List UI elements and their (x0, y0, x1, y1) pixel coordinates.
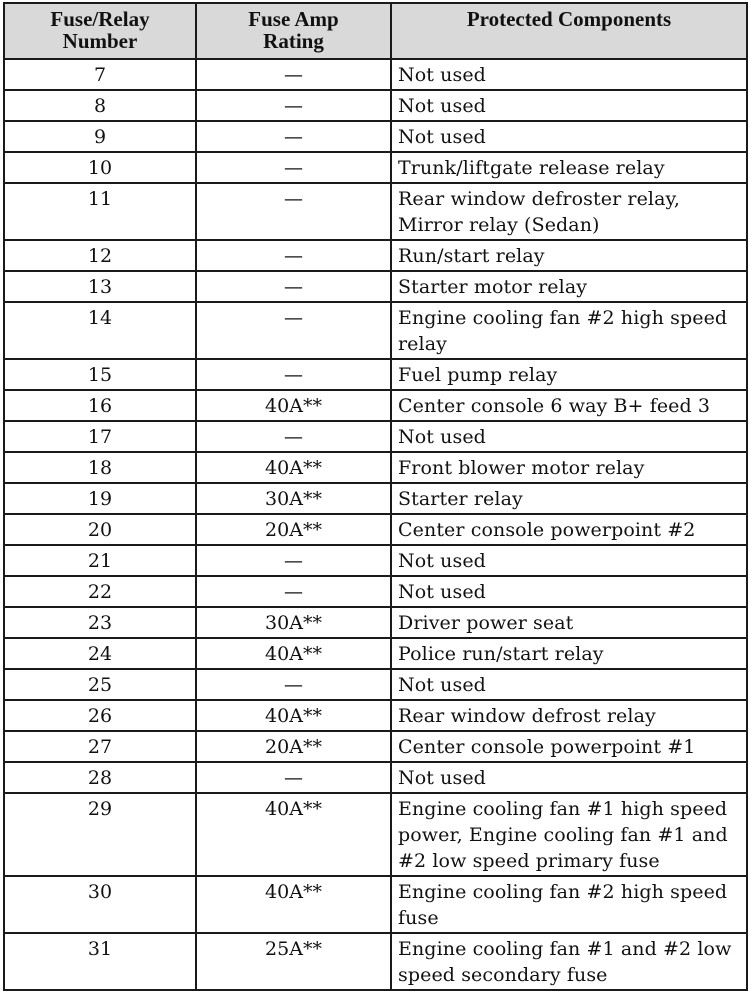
fuse-number-cell: 31 (4, 933, 196, 990)
fuse-number-cell: 27 (4, 731, 196, 762)
protected-components-cell: Not used (391, 762, 747, 793)
amp-rating-cell: — (196, 240, 391, 271)
protected-components-cell: Starter motor relay (391, 271, 747, 302)
header-protected-components: Protected Components (391, 3, 747, 59)
amp-rating-cell: — (196, 359, 391, 390)
table-row (4, 302, 747, 359)
fuse-relay-table (3, 2, 748, 991)
fuse-table-container (3, 2, 746, 991)
fuse-number-cell: 19 (4, 483, 196, 514)
amp-rating-cell: — (196, 545, 391, 576)
amp-rating-cell: — (196, 121, 391, 152)
table-row (4, 514, 747, 545)
fuse-number-cell: 8 (4, 90, 196, 121)
amp-rating-cell: 30A** (196, 607, 391, 638)
fuse-number-cell: 21 (4, 545, 196, 576)
protected-components-cell: Starter relay (391, 483, 747, 514)
protected-components-cell: Driver power seat (391, 607, 747, 638)
fuse-number-cell: 14 (4, 302, 196, 359)
protected-components-cell: Engine cooling fan #2 high speed relay (391, 302, 747, 359)
fuse-number-cell: 29 (4, 793, 196, 876)
protected-components-cell: Police run/start relay (391, 638, 747, 669)
amp-rating-cell: — (196, 90, 391, 121)
table-row (4, 390, 747, 421)
protected-components-cell: Trunk/liftgate release relay (391, 152, 747, 183)
fuse-number-cell: 17 (4, 421, 196, 452)
amp-rating-cell: 30A** (196, 483, 391, 514)
amp-rating-cell: 40A** (196, 390, 391, 421)
table-row (4, 607, 747, 638)
fuse-number-cell: 18 (4, 452, 196, 483)
protected-components-cell: Fuel pump relay (391, 359, 747, 390)
fuse-number-cell: 28 (4, 762, 196, 793)
fuse-number-cell: 26 (4, 700, 196, 731)
protected-components-cell: Not used (391, 90, 747, 121)
amp-rating-cell: — (196, 421, 391, 452)
table-row (4, 876, 747, 933)
table-row (4, 793, 747, 876)
table-row (4, 731, 747, 762)
fuse-number-cell: 9 (4, 121, 196, 152)
table-row (4, 59, 747, 90)
header-number-line2: Number (62, 29, 138, 53)
table-row (4, 421, 747, 452)
protected-components-cell: Not used (391, 421, 747, 452)
table-row (4, 933, 747, 990)
table-row (4, 576, 747, 607)
protected-components-cell: Not used (391, 545, 747, 576)
amp-rating-cell: 40A** (196, 793, 391, 876)
fuse-number-cell: 12 (4, 240, 196, 271)
fuse-number-cell: 30 (4, 876, 196, 933)
protected-components-cell: Engine cooling fan #2 high speed fuse (391, 876, 747, 933)
header-amp-line2: Rating (263, 29, 324, 53)
amp-rating-cell: 40A** (196, 876, 391, 933)
table-row (4, 700, 747, 731)
protected-components-cell: Front blower motor relay (391, 452, 747, 483)
fuse-number-cell: 25 (4, 669, 196, 700)
table-body (4, 59, 747, 990)
amp-rating-cell: — (196, 669, 391, 700)
table-row (4, 545, 747, 576)
fuse-number-cell: 23 (4, 607, 196, 638)
fuse-number-cell: 10 (4, 152, 196, 183)
amp-rating-cell: — (196, 183, 391, 240)
amp-rating-cell: 40A** (196, 638, 391, 669)
protected-components-cell: Rear window defrost relay (391, 700, 747, 731)
protected-components-cell: Rear window defroster relay, Mirror relay (Sedan) (391, 183, 747, 240)
header-amp-line1: Fuse Amp (248, 7, 339, 31)
protected-components-cell: Not used (391, 576, 747, 607)
table-row (4, 183, 747, 240)
header-amp-rating (196, 3, 391, 59)
protected-components-cell: Engine cooling fan #1 and #2 low speed secondary fuse (391, 933, 747, 990)
fuse-number-cell: 13 (4, 271, 196, 302)
amp-rating-cell: — (196, 302, 391, 359)
table-row (4, 452, 747, 483)
amp-rating-cell: 20A** (196, 731, 391, 762)
table-header (4, 3, 747, 59)
table-row (4, 762, 747, 793)
fuse-number-cell: 24 (4, 638, 196, 669)
fuse-number-cell: 7 (4, 59, 196, 90)
amp-rating-cell: — (196, 576, 391, 607)
table-row (4, 669, 747, 700)
table-row (4, 90, 747, 121)
amp-rating-cell: — (196, 59, 391, 90)
header-number (4, 3, 196, 59)
table-row (4, 271, 747, 302)
table-row (4, 240, 747, 271)
header-number-line1: Fuse/Relay (50, 7, 150, 31)
amp-rating-cell: — (196, 762, 391, 793)
protected-components-cell: Center console powerpoint #1 (391, 731, 747, 762)
amp-rating-cell: 25A** (196, 933, 391, 990)
protected-components-cell: Center console 6 way B+ feed 3 (391, 390, 747, 421)
amp-rating-cell: 40A** (196, 700, 391, 731)
header-row (4, 3, 747, 59)
table-row (4, 638, 747, 669)
fuse-number-cell: 11 (4, 183, 196, 240)
table-row (4, 483, 747, 514)
protected-components-cell: Run/start relay (391, 240, 747, 271)
protected-components-cell: Not used (391, 59, 747, 90)
amp-rating-cell: — (196, 152, 391, 183)
table-row (4, 121, 747, 152)
fuse-number-cell: 20 (4, 514, 196, 545)
fuse-number-cell: 22 (4, 576, 196, 607)
table-row (4, 359, 747, 390)
amp-rating-cell: 20A** (196, 514, 391, 545)
table-row (4, 152, 747, 183)
protected-components-cell: Not used (391, 121, 747, 152)
amp-rating-cell: 40A** (196, 452, 391, 483)
protected-components-cell: Engine cooling fan #1 high speed power, Engine cooling fan #1 and #2 low speed primary fuse (391, 793, 747, 876)
fuse-number-cell: 15 (4, 359, 196, 390)
protected-components-cell: Center console powerpoint #2 (391, 514, 747, 545)
amp-rating-cell: — (196, 271, 391, 302)
fuse-number-cell: 16 (4, 390, 196, 421)
protected-components-cell: Not used (391, 669, 747, 700)
